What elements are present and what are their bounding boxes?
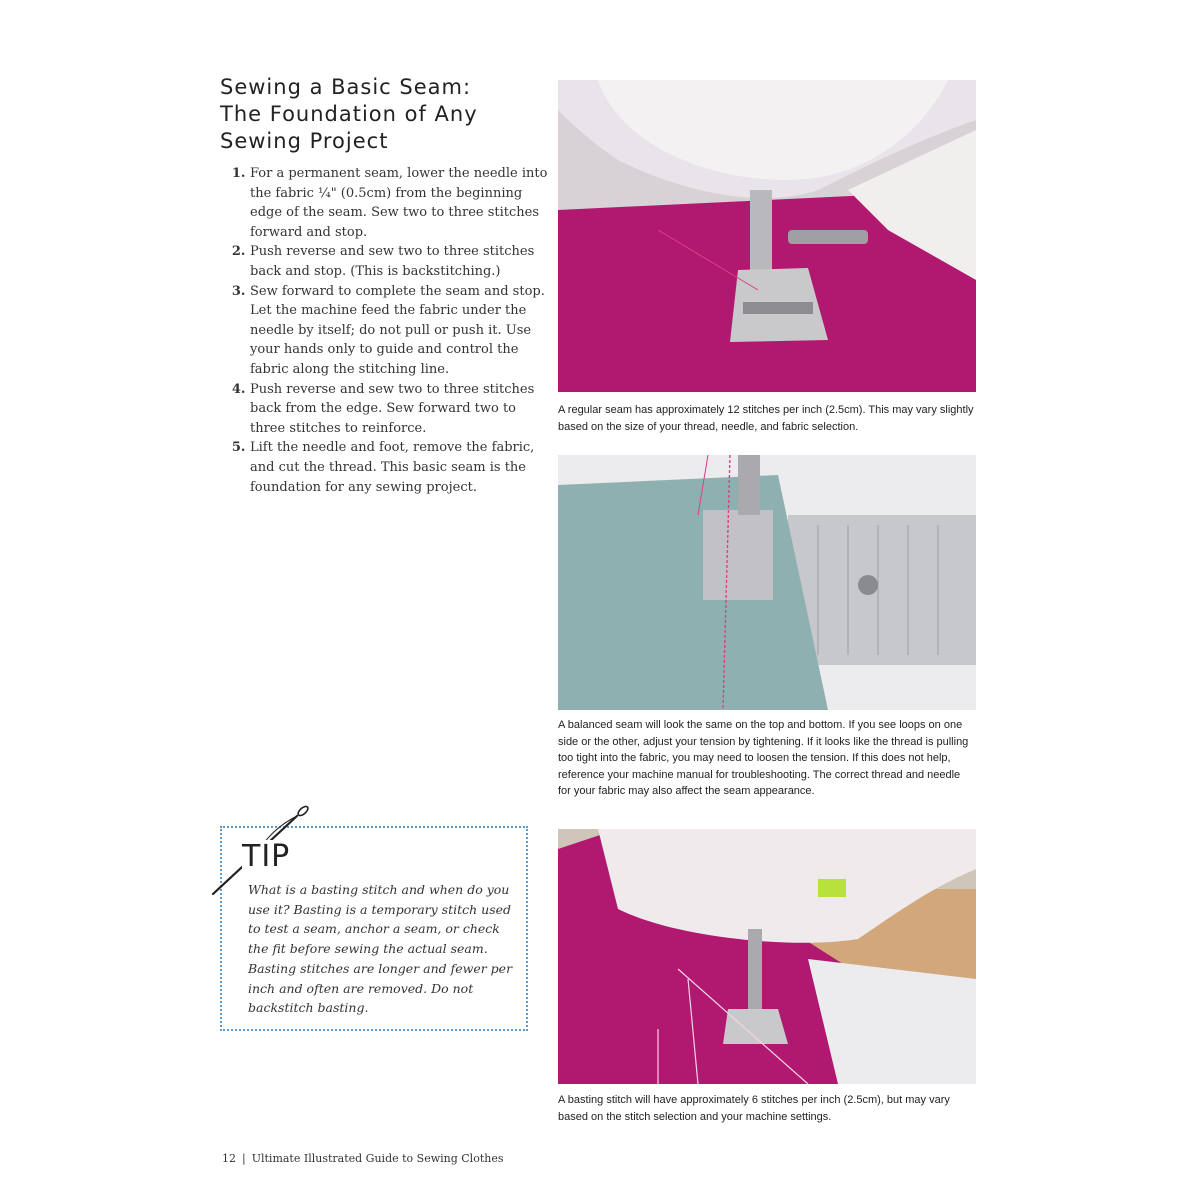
balanced-seam-caption: A balanced seam will look the same on the top and bottom. If you see loops on one side or the other, adjust your tension by tightening. If it looks like the thread is pulling too tight into the fabric, you may need to loosen the tension. If this does not help, reference your machine manual for troubleshooting. The correct thread and needle for your fabric may also affect the seam appearance. — [558, 719, 969, 797]
tip-title: TIP — [242, 840, 294, 874]
heading-line-2: The Foundation of Any — [220, 102, 478, 126]
regular-seam-photo — [558, 80, 976, 392]
regular-seam-caption: A regular seam has approximately 12 stitches per inch (2.5cm). This may vary slightly based on the size of your thread, needle, and fabric selection. — [558, 404, 974, 433]
page-footer — [222, 1152, 503, 1165]
step-item: 5. Lift the needle and foot, remove the fabric, and cut the thread. This basic seam is the foundation for any sewing project. — [250, 438, 550, 497]
book-title: Ultimate Illustrated Guide to Sewing Clothes — [251, 1152, 504, 1165]
page-number: 12 — [222, 1152, 236, 1165]
step-item: 2. Push reverse and sew two to three stitches back and stop. (This is backstitching.) — [250, 242, 550, 281]
heading-line-1: Sewing a Basic Seam: — [220, 75, 472, 99]
basting-stitch-caption: A basting stitch will have approximately 6 stitches per inch (2.5cm), but may vary based on the stitch selection and your machine settings. — [558, 1094, 950, 1123]
step-item: 4. Push reverse and sew two to three stitches back from the edge. Sew forward two to three stitches to reinforce. — [250, 380, 550, 439]
step-item: 1. For a permanent seam, lower the needle into the fabric ¼" (0.5cm) from the beginning edge of the seam. Sew two to three stitches forward and stop. — [250, 164, 550, 242]
heading-line-3: Sewing Project — [220, 129, 389, 153]
step-item: 3. Sew forward to complete the seam and stop. Let the machine feed the fabric under the needle by itself; do not pull or push it. Use your hands only to guide and control the fabric along the stitching line. — [250, 282, 550, 380]
steps-list — [228, 164, 550, 497]
tip-text: What is a basting stitch and when do you use it? Basting is a temporary stitch used to test a seam, anchor a seam, or check the fit before sewing the actual seam. Basting stitches are longer and fewer per inch and often are removed. Do not backstitch basting. — [248, 882, 513, 1016]
footer-separator: | — [242, 1152, 246, 1165]
balanced-seam-photo — [558, 455, 976, 710]
section-heading — [220, 74, 540, 155]
basting-stitch-photo — [558, 829, 976, 1084]
